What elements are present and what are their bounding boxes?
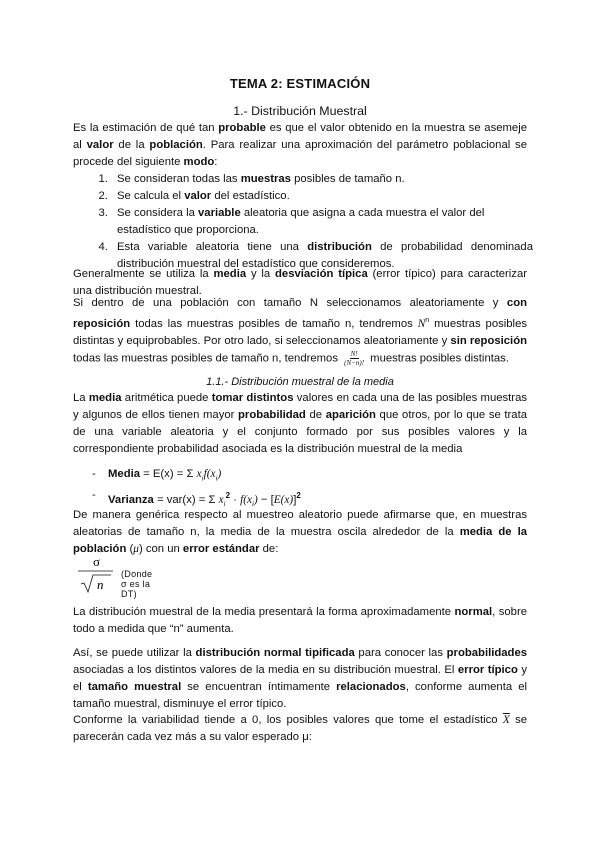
math-subscript: i [223, 500, 226, 509]
text: Generalmente se utiliza la [73, 268, 214, 280]
text: es que el valor obtenido en la muestra se asemeje al [73, 122, 527, 151]
formula-note: (Donde σ es la DT) [121, 569, 153, 599]
math-xbar: $\overline{X}$ [502, 714, 510, 726]
text: ] [293, 494, 297, 507]
text: valores en cada una de las posibles muestras y algunos de ellos tienen mayor [73, 392, 528, 421]
text: aritmética puede [121, 392, 212, 404]
list-item [111, 171, 533, 188]
text: de [305, 409, 326, 421]
bold-term: media de la población [73, 526, 527, 555]
text: todas las muestras posibles de tamaño n, tendremos [130, 317, 418, 330]
text: ) con un [138, 543, 183, 555]
text: Se considera la [117, 207, 199, 219]
math-superscript: 2 [225, 491, 231, 501]
bold-term: sin reposición [450, 334, 527, 347]
section-heading-distribucion-muestral: 1.- Distribución Muestral [233, 104, 367, 118]
text: de: [259, 543, 279, 555]
bold-term: probable [218, 122, 266, 134]
text: = E(x) = Σ [140, 468, 197, 480]
paragraph-error-estandar [73, 507, 527, 558]
subsection-heading-media: 1.1.- Distribución muestral de la media [206, 376, 394, 388]
bold-term: media [88, 392, 122, 404]
text: Esta variable aleatoria tiene una [117, 241, 308, 253]
paragraph-variabilidad [73, 712, 527, 746]
text: asociadas a los distintos valores de la media en su distribución muestral. El [73, 664, 458, 676]
steps-list [73, 171, 533, 273]
text: se encuentran íntimamente [181, 681, 337, 693]
text: de la [113, 139, 150, 151]
text: (error típico) para caracterizar una distribución muestral. [73, 268, 527, 297]
text: , sobre todo a medida que “n” aumenta. [73, 606, 527, 635]
bullet-dash: - [92, 489, 96, 502]
text: aleatoria que asigna a cada muestra el valor del estadístico que proporciona. [117, 207, 485, 236]
sqrt-sign [81, 575, 111, 592]
fraction-denominator: (N−n)! [344, 358, 365, 367]
bold-term: Media [108, 468, 141, 480]
text: del estadístico. [211, 190, 290, 202]
bold-term: modo [183, 156, 215, 168]
bold-term: distribución normal tipificada [195, 647, 355, 659]
text: La [73, 392, 89, 404]
bold-term: tomar distintos [211, 392, 294, 404]
math-f: f(x [240, 494, 252, 507]
text: todas las muestras posibles de tamaño n, tendremos [73, 352, 342, 365]
math-superscript: 2 [296, 491, 301, 501]
text: La distribución muestral de la media presentará la forma aproximadamente [73, 606, 455, 618]
bold-term: desviación típica [275, 268, 368, 280]
bold-term: relacionados [336, 681, 406, 693]
bold-term: distribución [307, 241, 372, 253]
math-f: f(x [203, 468, 216, 480]
text: · [230, 494, 241, 507]
math-subscript: i [201, 474, 204, 483]
math-paren: ) [253, 494, 258, 507]
bold-term: muestras [240, 173, 291, 185]
bold-term: error estándar [182, 543, 260, 555]
sigma-over-sqrt-n [73, 553, 119, 597]
text: : [214, 156, 218, 168]
formula-n: n [97, 577, 104, 592]
math-superscript: n [425, 317, 430, 324]
fraction-numerator: N! [350, 349, 358, 358]
math-paren: ) [217, 468, 222, 480]
intro-paragraph [73, 120, 527, 171]
text: − [ [257, 494, 274, 507]
text: Se calcula el [117, 190, 185, 202]
text: Conforme la variabilidad tiende a 0, los posibles valores que tome el estadístico [73, 714, 503, 726]
bullet-dash: - [92, 468, 96, 480]
text: Se consideran todas las [117, 173, 241, 185]
text: . Para realizar una aproximación del parámetro poblacional se procede del siguiente [73, 139, 527, 168]
fraction-permutations [344, 350, 364, 367]
bold-term: probabilidad [238, 409, 306, 421]
math-x: x [196, 468, 202, 480]
bold-term: Varianza [108, 494, 154, 507]
bold-term: error típico [457, 664, 518, 676]
bold-term: variable [198, 207, 241, 219]
math-N: N [417, 317, 426, 330]
paragraph-tipificada [73, 645, 527, 713]
bold-term: valor [86, 139, 114, 151]
text: para conocer las [354, 647, 447, 659]
bold-term: con reposición [73, 297, 527, 330]
bold-term: normal [454, 606, 493, 618]
text: muestras posibles distintas y equiprobables. Por otro lado, si seleccionamos aleatoriamente y [73, 317, 527, 347]
math-subscript: i [252, 500, 254, 509]
text: se parecerán cada vez más a su valor esperado μ: [73, 714, 528, 743]
paragraph-media-aritmetica [73, 390, 527, 458]
text: ( [126, 543, 134, 555]
text: Así, se puede utilizar la [73, 647, 196, 659]
text: = var(x) = Σ [153, 494, 219, 507]
text: muestras posibles distintas. [367, 352, 509, 365]
bullet-media [92, 466, 301, 487]
bold-term: tamaño muestral [87, 681, 182, 693]
bold-term: población [149, 139, 203, 151]
text: que otros, por lo que se trata de una variable aleatoria y el conjunto formado por sus posibles valores y la correspondiente probabilidad asociada es la distribución muestral de la media [73, 409, 528, 455]
page-title: TEMA 2: ESTIMACIÓN [229, 76, 371, 91]
list-item [111, 188, 533, 205]
paragraph-reposicion [73, 295, 527, 367]
math-x: x [218, 494, 224, 507]
text: posibles de tamaño n. [290, 173, 405, 185]
list-item [111, 205, 533, 239]
text: Es la estimación de qué tan [73, 122, 219, 134]
bold-term: media [213, 268, 247, 280]
bold-term: valor [184, 190, 212, 202]
text: , conforme aumenta el tamaño muestral, disminuye el error típico. [73, 681, 527, 710]
math-mu: μ [133, 543, 139, 555]
math-subscript: i [215, 474, 218, 483]
text: Si dentro de una población con tamaño N seleccionamos aleatoriamente y [73, 297, 507, 309]
text: y el [73, 664, 527, 693]
text: De manera genérica respecto al muestreo aleatorio puede afirmarse que, en muestras aleatorias de tamaño n, la media de la muestra oscila alrededor de la [73, 509, 527, 538]
bold-term: probabilidades [446, 647, 528, 659]
formula-sigma: σ [93, 554, 101, 569]
text: de probabilidad denominada distribución muestral del estadístico que consideremos. [117, 241, 533, 270]
text: y la [246, 268, 276, 280]
bold-term: aparición [325, 409, 376, 421]
paragraph-normal [73, 604, 527, 638]
math-expectation: E(x) [273, 494, 294, 507]
